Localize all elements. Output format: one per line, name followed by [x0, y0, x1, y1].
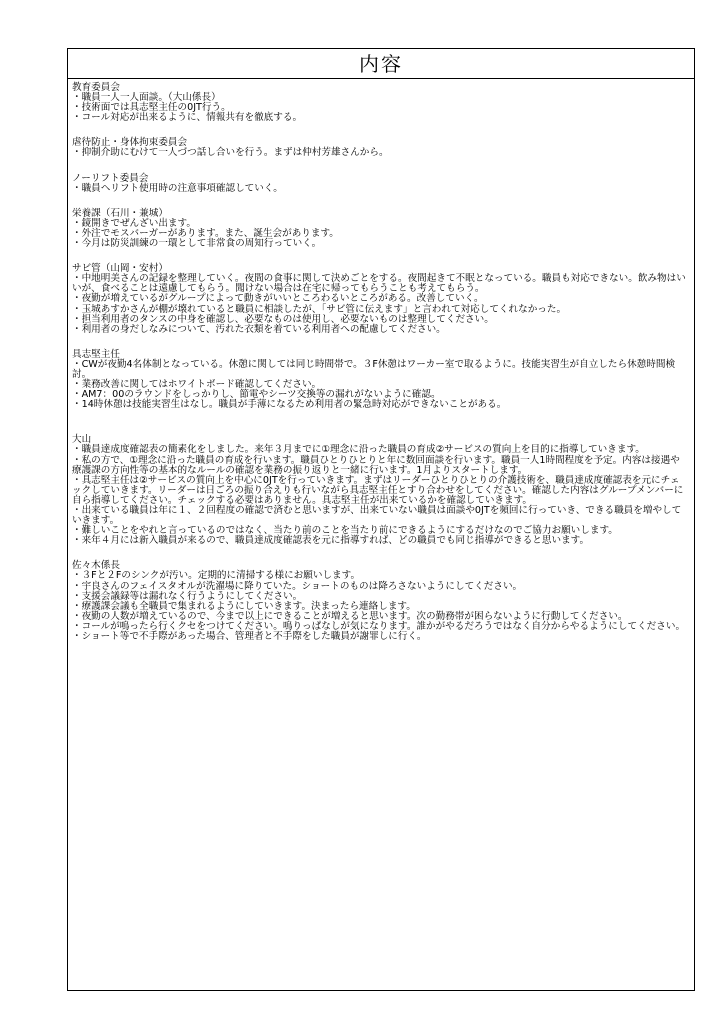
- section-nutrition-dept: [72, 209, 688, 249]
- section-line: ・外注でモスバーガーがあります。また、誕生会があります。: [72, 227, 339, 239]
- section-line: ・具志堅主任は②サービスの質向上を中心に0JTを行っていきます。まずはリーダーひとりひとりの介護技術を、職員達成度確認表を元にチェックしていきます。リーダーは日ごろの振り合えりも行いながら具志堅主任とすり合わせをしてください。確認した内容はグループメンバーに自ら指導してください。チェックする必要はありません。具志堅主任が出来ているかを確認していきます。: [72, 474, 684, 506]
- section-line: ・職員達成度確認表の簡素化をしました。来年３月までに①理念に沿った職員の育成②サービスの質向上を目的に指導していきます。: [72, 444, 645, 456]
- section-education-committee: [72, 83, 688, 123]
- section-line: ・来年４月には新入職員が来るので、職員達成度確認表を元に指導すれば、どの職員でも同じ指導ができると思います。: [72, 535, 590, 547]
- section-title: 栄養課（石川・兼城）: [72, 207, 168, 219]
- section-line: ・コールが鳴ったら行くクセをつけてください。鳴りっぱなしが気になります。誰かがやるだろうではなく自分からやるようにしてください。: [72, 620, 686, 632]
- section-line: ・玉城あすかさんが棚が壊れていると職員に相談したが、「サビ管に伝えます」と言われて対応してくれなかった。: [72, 303, 567, 315]
- section-line: ・３Fと２Fのシンクが汚い。定期的に清掃する様にお願いします。: [72, 570, 361, 582]
- section-oyama: [72, 435, 688, 546]
- section-line: ・職員ヘリフト使用時の注意事項確認していく。: [72, 182, 283, 194]
- section-line: ・利用者の身だしなみについて、汚れた衣類を着ている利用者への配慮してください。: [72, 323, 446, 335]
- section-line: ・技術面では具志堅主任の0JT行う。: [72, 102, 231, 114]
- section-line: ・鏡開きでぜんざい出ます。: [72, 217, 196, 229]
- section-line: ・夜勤が増えているがグループによって動きがいいところわるいところがある。改善していく。: [72, 293, 484, 305]
- section-service-manager: [72, 264, 688, 335]
- section-manager-sasaki: [72, 561, 688, 642]
- section-chief-gushiken: [72, 350, 688, 411]
- section-line: ・出来ている職員は年に１、２回程度の確認で済むと思いますが、出来ていない職員は面談や0JTを頻回に行っていき、できる職員を増やしていきます。: [72, 505, 682, 527]
- section-title: 佐々木係長: [72, 560, 120, 572]
- section-title: サビ管（山岡・安村）: [72, 263, 168, 275]
- section-line: ・業務改善に関してはホワイトボード確認してください。: [72, 379, 322, 391]
- content-body: [68, 79, 694, 642]
- page-title: 内容: [359, 51, 403, 76]
- section-line: ・CWが夜勤4名体制となっている。休憩に関しては同じ時間帯で。３F休憩はワーカー室で取るように。技能実習生が自立したら休憩時間検討。: [72, 358, 676, 380]
- content-frame: [67, 48, 695, 991]
- section-title: 教育委員会: [72, 82, 120, 93]
- section-line: ・担当利用者のタンスの中身を確認し、必要なものは使用し、必要ないものは整理してください。: [72, 313, 494, 325]
- section-line: ・AM7：00のラウンドをしっかりし、節電やシーツ交換等の漏れがないように確認。: [72, 389, 441, 401]
- section-line: ・コール対応が出来るように、情報共有を徹底する。: [72, 112, 303, 124]
- section-line: ・職員一人一人面談。（大山係長）: [72, 92, 221, 104]
- section-title: 虐待防止・身体拘束委員会: [72, 137, 188, 149]
- section-line: ・中地明美さんの記録を整理していく。夜間の食事に関して決めごとをする。夜間起きて不眠となっている。職員も対応できない。飲み物はいいが、食べることは遠慮してもらう。聞けない場合は在宅に帰ってもらうことも考えてもらう。: [72, 273, 686, 295]
- section-no-lift-committee: [72, 174, 688, 194]
- section-title: ノーリフト委員会: [72, 172, 149, 184]
- section-line: ・夜勤の人数が増えているので、今まで以上にできることが増えると思います。次の勤務帯が困らないように行動してください。: [72, 610, 628, 622]
- section-line: ・抑制介助にむけて一人づつ話し合いを行う。まずは仲村芳雄さんから。: [72, 147, 389, 159]
- section-abuse-prevention-committee: [72, 138, 688, 158]
- section-title: 大山: [72, 434, 92, 446]
- section-title: 具志堅主任: [72, 348, 120, 360]
- section-line: ・ショート等で不手際があった場合、管理者と不手際をした職員が謝罪しに行く。: [72, 631, 427, 643]
- section-line: ・支援会議録等は漏れなく行うようにしてください。: [72, 590, 303, 602]
- section-line: ・宇良さんのフェイスタオルが洗濯場に降りていた。ショートのものは降ろさないようにしてください。: [72, 580, 523, 592]
- section-line: ・療護課会議も全職員で集まれるようにしていきます。決まったら連絡します。: [72, 600, 416, 612]
- section-line: ・私の方で、①理念に沿った職員の育成を行います。職員ひとりひとりと年に数回面談を行います。職員一人1時間程度を予定。内容は接遇や療護課の方向性等の基本的なルールの確認を業務の振り返りと一緒に行います。1月よりスタートします。: [72, 454, 680, 476]
- header-row: [68, 49, 694, 79]
- section-line: ・今月は防災訓練の一環として非常食の周知行っていく。: [72, 238, 322, 250]
- section-line: ・難しいことをやれと言っているのではなく、当たり前のことを当たり前にできるようにするだけなのでご協力お願いします。: [72, 525, 618, 537]
- section-line: ・14時休憩は技能実習生はなし。職員が手薄になるため利用者の緊急時対応ができないことがある。: [72, 399, 507, 411]
